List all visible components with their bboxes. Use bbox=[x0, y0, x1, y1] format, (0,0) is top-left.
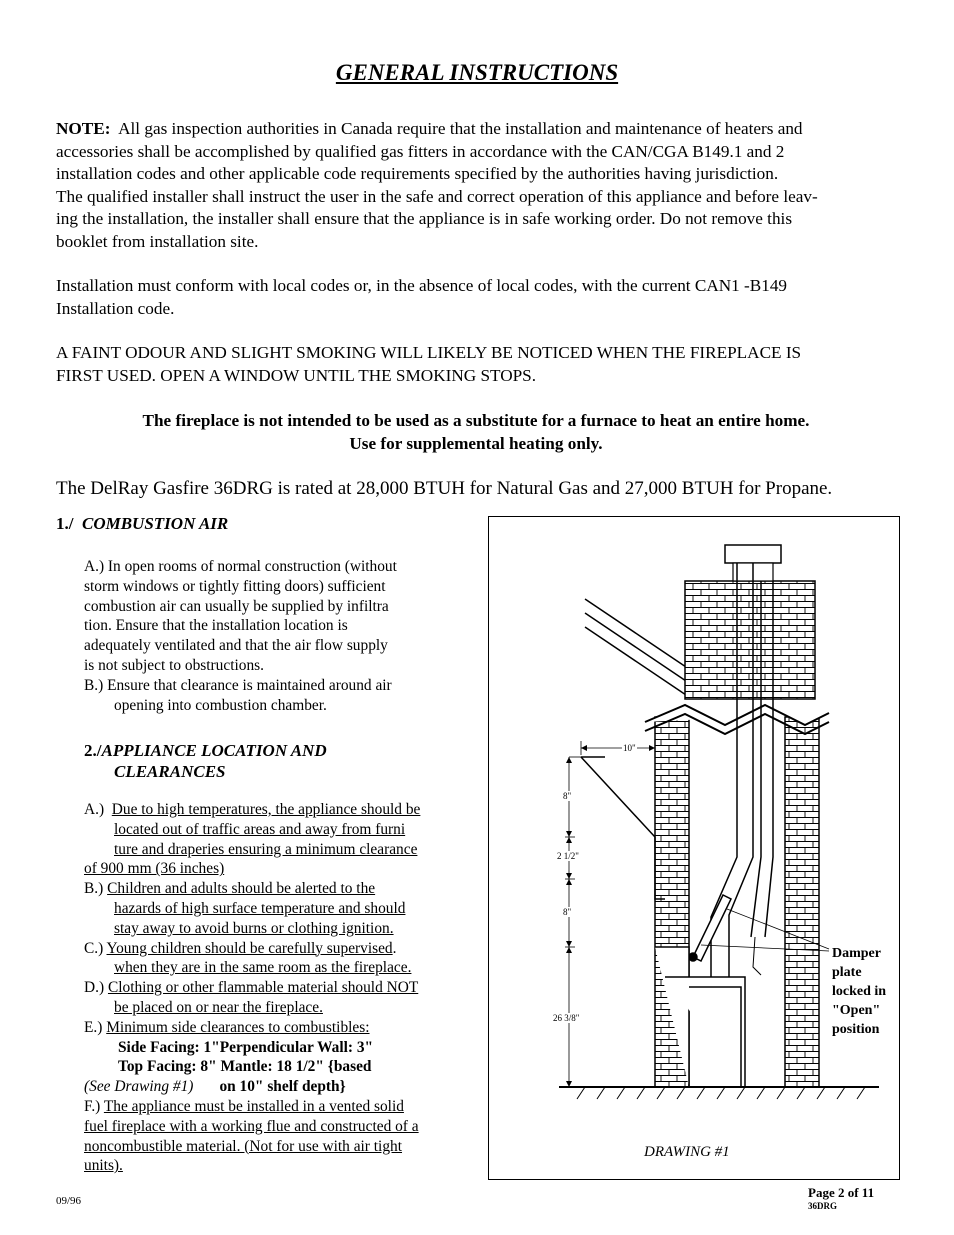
item-c-line: Young children should be carefully supervised bbox=[106, 939, 393, 957]
item-f-line: fuel fireplace with a working flue and constructed of a bbox=[84, 1117, 419, 1135]
item-c-line: when they are in the same room as the fireplace. bbox=[114, 959, 412, 977]
shelf-depth: on 10" shelf depth} bbox=[219, 1078, 346, 1096]
section1-a-line: tion. Ensure that the installation location is bbox=[84, 617, 348, 635]
dimension-arrows bbox=[566, 745, 655, 1087]
section1-item-a bbox=[84, 557, 474, 715]
note-line: accessories shall be accomplished by qualified gas fitters in accordance with the CAN/CGA B149.1 and 2 bbox=[56, 141, 785, 161]
damper-callout-line: position bbox=[832, 1022, 880, 1037]
item-prefix: E.) bbox=[84, 1018, 103, 1036]
item-e-line: Minimum side clearances to combustibles: bbox=[106, 1018, 370, 1036]
item-prefix: C.) bbox=[84, 939, 104, 957]
damper-callout bbox=[832, 944, 886, 1039]
section2-items bbox=[84, 800, 474, 1176]
item-prefix: F.) bbox=[84, 1097, 101, 1115]
item-prefix: B.) bbox=[84, 880, 104, 898]
install-code-paragraph bbox=[56, 275, 906, 320]
section2-number: 2./ bbox=[84, 741, 102, 760]
furnace-warning bbox=[56, 410, 896, 455]
model-code: 36DRG bbox=[808, 1201, 837, 1211]
section2-heading bbox=[84, 740, 327, 782]
fireplace-chimney-drawing bbox=[489, 517, 899, 1179]
item-b-line: stay away to avoid burns or clothing ignition. bbox=[114, 919, 394, 937]
note-line: installation codes and other applicable code requirements specified by the authorities having jurisdiction. bbox=[56, 164, 779, 184]
dim-10-label: 10" bbox=[623, 743, 636, 753]
note-line: ing the installation, the installer shall ensure that the appliance is in safe working order. Do not remove this bbox=[56, 209, 793, 229]
item-prefix: A.) bbox=[84, 801, 105, 818]
section1-a-line: A.) In open rooms of normal construction (without bbox=[84, 558, 397, 575]
see-drawing-ref: (See Drawing #1) bbox=[84, 1078, 194, 1096]
drawing-1-frame bbox=[488, 516, 900, 1180]
page-number: Page 2 of 11 bbox=[808, 1185, 875, 1200]
section1-b-line: B.) Ensure that clearance is maintained around air bbox=[84, 676, 392, 694]
damper-callout-line: locked in bbox=[832, 984, 887, 999]
chimney-wall-right bbox=[785, 717, 819, 1087]
item-f-line: The appliance must be installed in a vented solid bbox=[103, 1097, 404, 1115]
item-prefix: D.) bbox=[84, 979, 105, 997]
odour-warning-line: FIRST USED. OPEN A WINDOW UNTIL THE SMOKING STOPS. bbox=[56, 365, 537, 385]
btu-rating: The DelRay Gasfire 36DRG is rated at 28,000 BTUH for Natural Gas and 27,000 BTUH for Propane. bbox=[56, 478, 833, 499]
side-facing-clearance: Side Facing: 1"Perpendicular Wall: 3" bbox=[118, 1038, 374, 1056]
damper-plate bbox=[689, 895, 731, 961]
footer-date: 09/96 bbox=[56, 1195, 82, 1207]
damper-callout-line: plate bbox=[832, 965, 862, 980]
item-b-line: hazards of high surface temperature and should bbox=[114, 899, 406, 917]
damper-callout-line: "Open" bbox=[832, 1003, 881, 1018]
section1-number: 1./ bbox=[56, 514, 74, 533]
section1-a-line: combustion air can usually be supplied by infiltra bbox=[84, 597, 389, 615]
drawing-caption: DRAWING #1 bbox=[644, 1144, 730, 1160]
note-line: booklet from installation site. bbox=[56, 231, 259, 251]
dim-8-label-2: 8" bbox=[563, 907, 572, 917]
page-title: GENERAL INSTRUCTIONS bbox=[335, 60, 619, 85]
dim-26-label: 26 3/8" bbox=[553, 1013, 580, 1023]
item-c-period: . bbox=[392, 939, 397, 957]
install-code-line: Installation must conform with local codes or, in the absence of local codes, with the current CAN1 -B149 bbox=[56, 276, 788, 295]
floor-hatch bbox=[577, 1087, 865, 1099]
item-f-line: noncombustible material. (Not for use with air tight bbox=[84, 1137, 403, 1155]
section1-a-line: adequately ventilated and that the air flow supply bbox=[84, 637, 388, 655]
furnace-warning-line: Use for supplemental heating only. bbox=[349, 433, 603, 453]
section2-title: APPLIANCE LOCATION AND bbox=[101, 741, 327, 760]
dimension-lines bbox=[565, 741, 655, 1087]
section1-a-line: is not subject to obstructions. bbox=[84, 656, 264, 674]
section1-title: COMBUSTION AIR bbox=[81, 514, 229, 533]
item-d-line: Clothing or other flammable material should NOT bbox=[107, 979, 419, 997]
dim-2-5-label: 2 1/2" bbox=[557, 851, 579, 861]
note-label: NOTE: bbox=[56, 119, 111, 138]
chimney-cap bbox=[725, 545, 781, 563]
install-code-line: Installation code. bbox=[56, 298, 175, 318]
furnace-warning-line: The fireplace is not intended to be used as a substitute for a furnace to heat an entire home. bbox=[142, 411, 810, 430]
item-a-line: of 900 mm (36 inches) bbox=[84, 860, 225, 878]
item-d-line: be placed on or near the fireplace. bbox=[114, 998, 323, 1016]
section1-b-line: opening into combustion chamber. bbox=[114, 696, 327, 714]
item-b-line: Children and adults should be alerted to the bbox=[107, 880, 376, 898]
mantle bbox=[581, 757, 665, 899]
note-paragraph bbox=[56, 118, 906, 254]
chimney-stack-upper bbox=[685, 581, 815, 699]
section1-heading bbox=[56, 514, 228, 534]
note-line: The qualified installer shall instruct the user in the safe and correct operation of this appliance and before leav- bbox=[56, 186, 818, 206]
odour-warning-paragraph bbox=[56, 342, 906, 387]
item-a-line: Due to high temperatures, the appliance should be bbox=[111, 801, 421, 818]
dim-8-label: 8" bbox=[563, 791, 572, 801]
section2-title-cont: CLEARANCES bbox=[114, 762, 226, 781]
odour-warning-line: A FAINT ODOUR AND SLIGHT SMOKING WILL LIKELY BE NOTICED WHEN THE FIREPLACE IS bbox=[56, 343, 802, 362]
section1-a-line: storm windows or tightly fitting doors) sufficient bbox=[84, 577, 386, 595]
note-line: All gas inspection authorities in Canada require that the installation and maintenance of heaters and bbox=[118, 119, 803, 138]
top-facing-clearance: Top Facing: 8" Mantle: 18 1/2" {based bbox=[118, 1058, 372, 1076]
item-a-line: located out of traffic areas and away from furni bbox=[114, 820, 406, 838]
item-a-line: ture and draperies ensuring a minimum clearance bbox=[114, 840, 418, 858]
damper-callout-line: Damper bbox=[832, 946, 881, 961]
item-f-line: units). bbox=[84, 1157, 123, 1175]
roof-line bbox=[585, 599, 689, 697]
